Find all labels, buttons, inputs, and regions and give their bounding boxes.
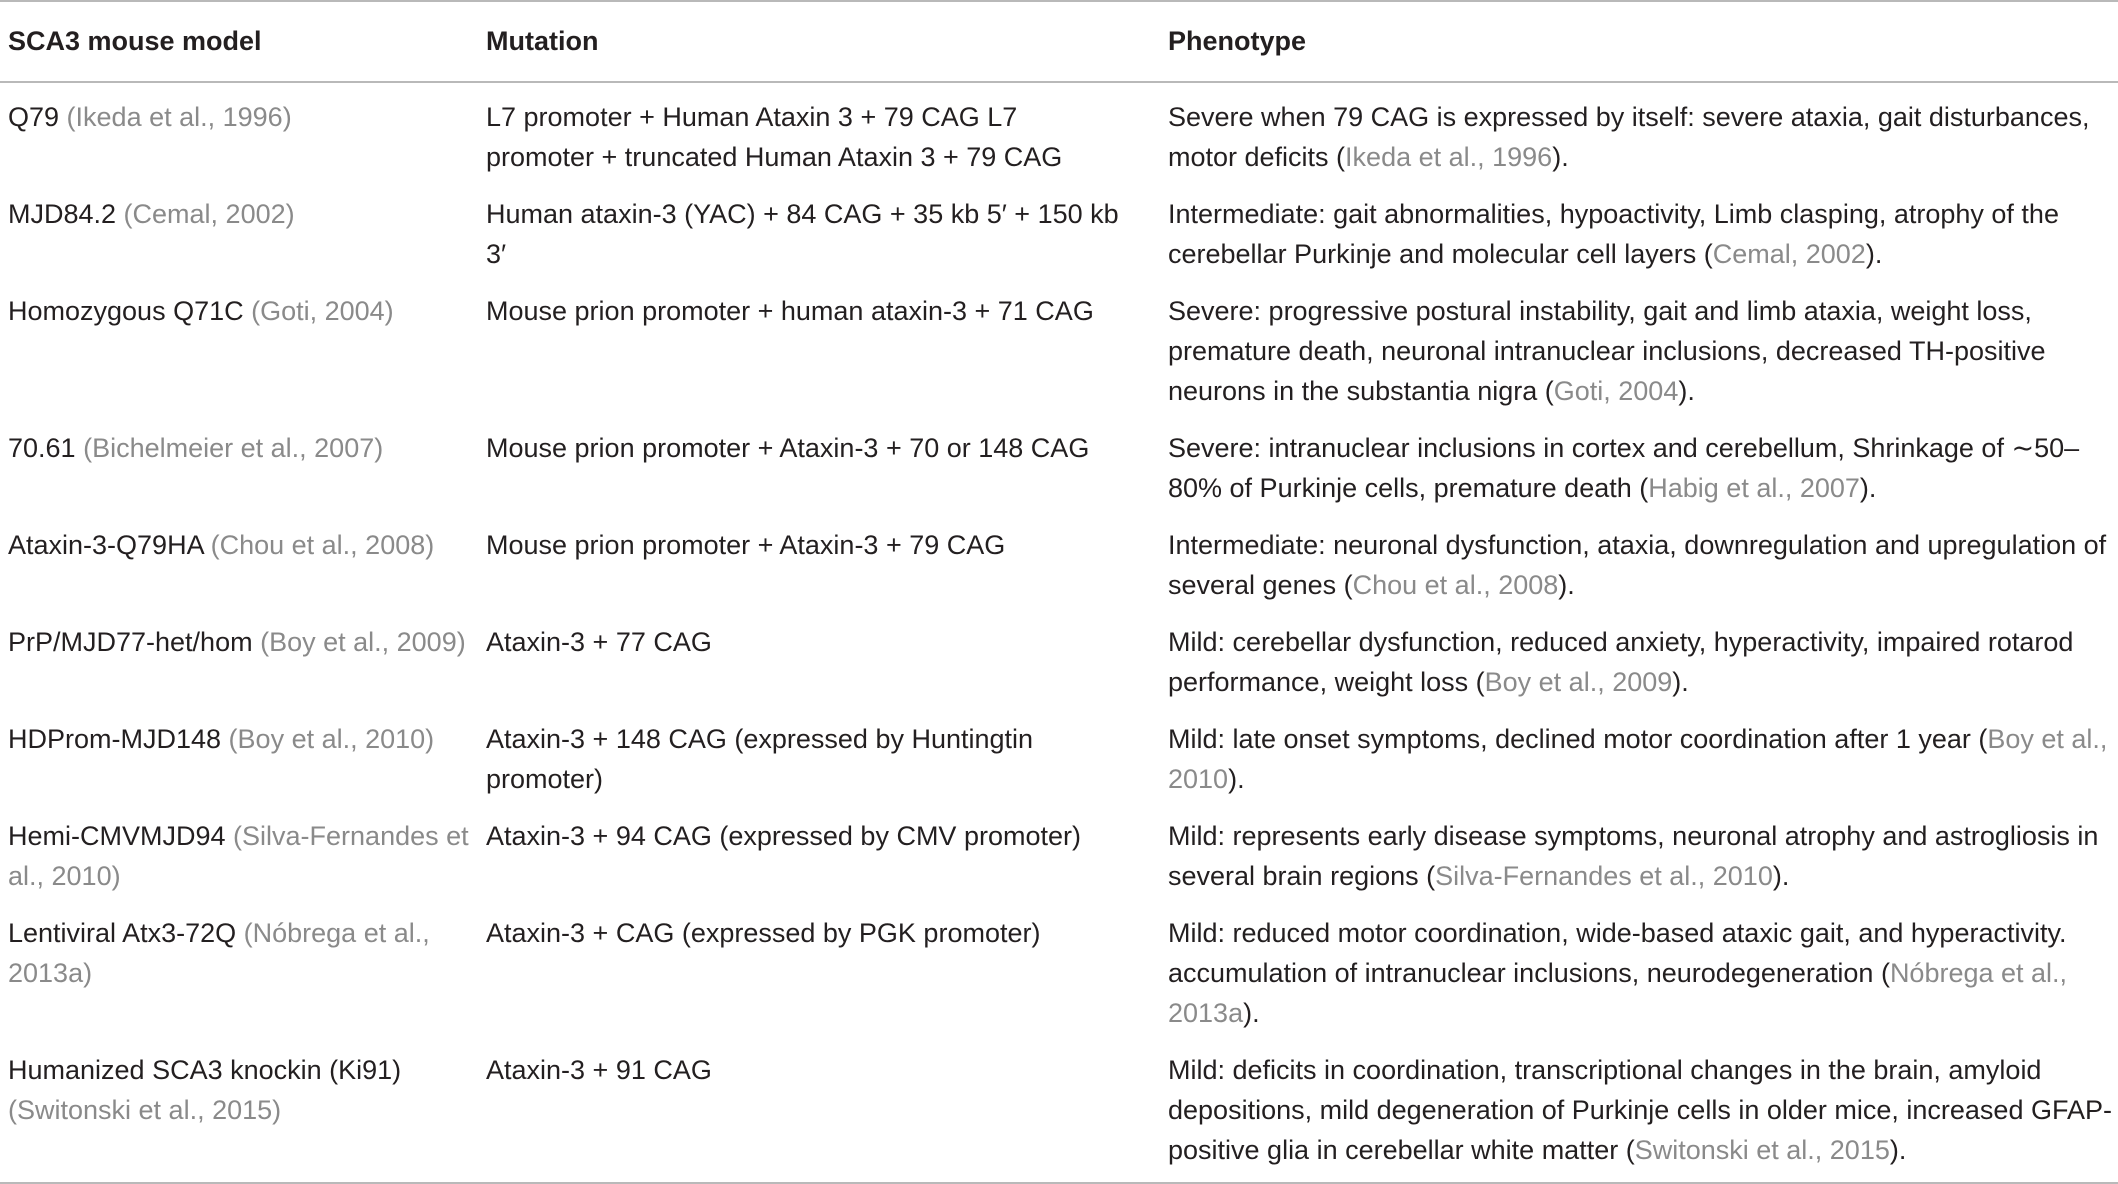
mutation-cell: Mouse prion promoter + human ataxin-3 + 71 CAG [486, 296, 1094, 326]
phenotype-text: Mild: reduced motor coordination, wide-based ataxic gait, and hyperactivity. accumulation of intranuclear inclusions, neurodegeneration ( [1168, 918, 2067, 988]
phenotype-cell [1168, 279, 2118, 416]
table-row [0, 610, 2118, 707]
model-reference-link[interactable]: (Goti, 2004) [251, 296, 394, 326]
model-reference-link[interactable]: (Nóbrega et al., 2013a) [8, 918, 430, 988]
model-name: 70.61 [8, 433, 84, 463]
mutation-cell: Ataxin-3 + CAG (expressed by PGK promoter) [486, 918, 1041, 948]
mutation-cell: Ataxin-3 + 94 CAG (expressed by CMV promoter) [486, 821, 1081, 851]
model-name: Humanized SCA3 knockin (Ki91) [8, 1055, 402, 1085]
model-reference-link[interactable]: (Boy et al., 2010) [228, 724, 435, 754]
phenotype-end: ). [1678, 376, 1695, 406]
phenotype-reference-link[interactable]: Boy et al., 2010 [1168, 724, 2108, 794]
phenotype-text: Severe: intranuclear inclusions in cortex and cerebellum, Shrinkage of ∼50–80% of Purkinje cells, premature death ( [1168, 433, 2080, 503]
phenotype-cell [1168, 513, 2118, 610]
phenotype-text: Intermediate: neuronal dysfunction, ataxia, downregulation and upregulation of several genes ( [1168, 530, 2107, 600]
phenotype-cell [1168, 1038, 2118, 1183]
phenotype-text: Severe: progressive postural instability, gait and limb ataxia, weight loss, premature death, neuronal intranuclear inclusions, decreased TH-positive neurons in the substantia nigra ( [1168, 296, 2046, 406]
phenotype-reference-link[interactable]: Ikeda et al., 1996 [1345, 142, 1553, 172]
phenotype-text: Severe when 79 CAG is expressed by itself: severe ataxia, gait disturbances, motor deficits ( [1168, 102, 2090, 172]
model-name: Ataxin-3-Q79HA [8, 530, 211, 560]
model-reference-link[interactable]: (Cemal, 2002) [123, 199, 295, 229]
header-phenotype: Phenotype [1168, 26, 1307, 56]
header-model: SCA3 mouse model [8, 26, 262, 56]
model-cell [0, 416, 486, 513]
mutation-cell: Ataxin-3 + 91 CAG [486, 1055, 712, 1085]
model-cell [0, 610, 486, 707]
phenotype-reference-link[interactable]: Goti, 2004 [1553, 376, 1679, 406]
model-cell [0, 707, 486, 804]
phenotype-text: Mild: late onset symptoms, declined motor coordination after 1 year ( [1168, 724, 1988, 754]
mutation-cell: Ataxin-3 + 77 CAG [486, 627, 712, 657]
mutation-cell: Mouse prion promoter + Ataxin-3 + 70 or 148 CAG [486, 433, 1090, 463]
table-row [0, 82, 2118, 182]
phenotype-text: Mild: cerebellar dysfunction, reduced anxiety, hyperactivity, impaired rotarod performance, weight loss ( [1168, 627, 2074, 697]
phenotype-text: Mild: deficits in coordination, transcriptional changes in the brain, amyloid depositions, mild degeneration of Purkinje cells in older mice, increased GFAP-positive glia in cerebellar white matter ( [1168, 1055, 2112, 1165]
table-row [0, 1038, 2118, 1183]
phenotype-cell [1168, 707, 2118, 804]
phenotype-reference-link[interactable]: Cemal, 2002 [1712, 239, 1866, 269]
phenotype-cell [1168, 901, 2118, 1038]
phenotype-reference-link[interactable]: Nóbrega et al., 2013a [1168, 958, 2068, 1028]
phenotype-reference-link[interactable]: Habig et al., 2007 [1648, 473, 1860, 503]
mutation-cell: Mouse prion promoter + Ataxin-3 + 79 CAG [486, 530, 1006, 560]
model-cell [0, 82, 486, 182]
phenotype-text: Mild: represents early disease symptoms, neuronal atrophy and astrogliosis in several brain regions ( [1168, 821, 2099, 891]
model-cell [0, 804, 486, 901]
phenotype-cell [1168, 182, 2118, 279]
phenotype-end: ). [1552, 142, 1569, 172]
model-name: Lentiviral Atx3-72Q [8, 918, 244, 948]
table-header [0, 1, 2118, 82]
model-reference-link[interactable]: (Chou et al., 2008) [210, 530, 435, 560]
header-row [0, 1, 2118, 82]
mutation-cell: Ataxin-3 + 148 CAG (expressed by Huntingtin promoter) [486, 724, 1034, 794]
mutation-cell: L7 promoter + Human Ataxin 3 + 79 CAG L7 promoter + truncated Human Ataxin 3 + 79 CAG [486, 102, 1063, 172]
table-body [0, 82, 2118, 1183]
phenotype-reference-link[interactable]: Boy et al., 2009 [1484, 667, 1673, 697]
table-row [0, 707, 2118, 804]
model-reference-link[interactable]: (Boy et al., 2009) [260, 627, 466, 657]
phenotype-end: ). [1558, 570, 1575, 600]
model-cell [0, 513, 486, 610]
model-cell [0, 901, 486, 1038]
phenotype-cell [1168, 610, 2118, 707]
model-reference-link[interactable]: (Ikeda et al., 1996) [66, 102, 292, 132]
table-row [0, 279, 2118, 416]
model-reference-link[interactable]: (Switonski et al., 2015) [8, 1095, 282, 1125]
phenotype-reference-link[interactable]: Switonski et al., 2015 [1634, 1135, 1890, 1165]
phenotype-cell [1168, 804, 2118, 901]
model-cell [0, 182, 486, 279]
table-row [0, 513, 2118, 610]
phenotype-end: ). [1228, 764, 1245, 794]
model-reference-link[interactable]: (Bichelmeier et al., 2007) [83, 433, 384, 463]
model-name: MJD84.2 [8, 199, 124, 229]
model-cell [0, 279, 486, 416]
model-reference-link[interactable]: (Silva-Fernandes et al., 2010) [8, 821, 469, 891]
mutation-cell: Human ataxin-3 (YAC) + 84 CAG + 35 kb 5′ + 150 kb 3′ [486, 199, 1119, 269]
phenotype-cell [1168, 82, 2118, 182]
model-cell [0, 1038, 486, 1183]
model-name: Q79 [8, 102, 67, 132]
phenotype-cell [1168, 416, 2118, 513]
model-name: Hemi-CMVMJD94 [8, 821, 234, 851]
phenotype-reference-link[interactable]: Silva-Fernandes et al., 2010 [1435, 861, 1773, 891]
phenotype-text: Intermediate: gait abnormalities, hypoactivity, Limb clasping, atrophy of the cerebellar Purkinje and molecular cell layers ( [1168, 199, 2059, 269]
table-row [0, 416, 2118, 513]
table-row [0, 804, 2118, 901]
table-row [0, 901, 2118, 1038]
header-mutation: Mutation [486, 26, 599, 56]
model-name: PrP/MJD77-het/hom [8, 627, 261, 657]
phenotype-end: ). [1865, 239, 1883, 269]
phenotype-end: ). [1772, 861, 1790, 891]
model-name: Homozygous Q71C [8, 296, 252, 326]
phenotype-end: ). [1859, 473, 1877, 503]
table-row [0, 182, 2118, 279]
model-name: HDProm-MJD148 [8, 724, 229, 754]
phenotype-end: ). [1672, 667, 1689, 697]
phenotype-end: ). [1243, 998, 1260, 1028]
phenotype-reference-link[interactable]: Chou et al., 2008 [1352, 570, 1559, 600]
phenotype-end: ). [1889, 1135, 1907, 1165]
